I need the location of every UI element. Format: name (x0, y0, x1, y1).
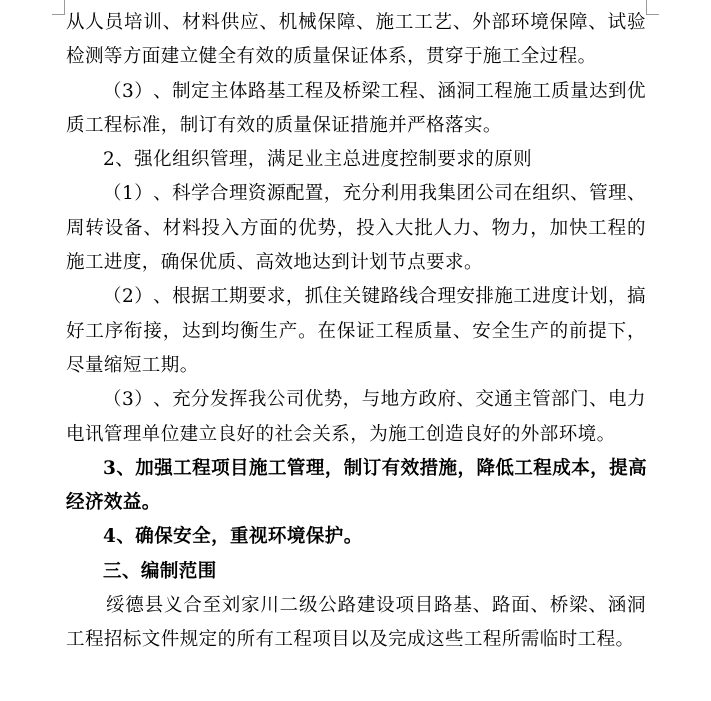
text-line: 施工进度，确保优质、高效地达到计划节点要求。 (66, 252, 483, 274)
chapter-heading: 三、编制范围 (103, 560, 217, 582)
text-line: 质工程标准，制订有效的质量保证措施并严格落实。 (66, 114, 502, 136)
text-line: 工程招标文件规定的所有工程项目以及完成这些工程所需临时工程。 (66, 629, 635, 651)
document-body (66, 6, 646, 658)
text-line: 检测等方面建立健全有效的质量保证体系，贯穿于施工全过程。 (66, 46, 597, 68)
section-heading: 2、强化组织管理，满足业主总进度控制要求的原则 (103, 149, 533, 171)
text-line: 电讯管理单位建立良好的社会关系，为施工创造良好的外部环境。 (66, 423, 616, 445)
text-line: （ 2 ） 、 根 据 工 期 要 求 ， 抓 住 关 键 路 线 合 理 安 排 施 工 进 度 计 划 ， 搞 (103, 286, 646, 308)
text-line: 绥 德 县 义 合 至 刘 家 川 二 级 公 路 建 设 项 目 路 基 、 路 面 、 桥 梁 、 涵 洞 (106, 595, 646, 617)
crop-mark (646, 14, 659, 15)
section-heading: 经济效益。 (66, 492, 161, 514)
text-line: （ 3 ） 、 制 定 主 体 路 基 工 程 及 桥 梁 工 程 、 涵 洞 工 程 施 工 质 量 达 到 优 (103, 80, 646, 102)
crop-mark (64, 0, 65, 14)
text-line: （ 3 ） 、 充 分 发 挥 我 公 司 优 势 ， 与 地 方 政 府 、 交 通 主 管 部 门 、 电 力 (103, 389, 646, 411)
section-heading: 4、确保安全，重视环境保护。 (103, 526, 363, 548)
text-line: 尽量缩短工期。 (66, 354, 199, 376)
crop-mark (646, 0, 647, 14)
section-heading: 3 、 加 强 工 程 项 目 施 工 管 理 ， 制 订 有 效 措 施 ， 降 低 工 程 成 本 ， 提 高 (103, 457, 648, 479)
text-line: 从 人 员 培 训 、 材 料 供 应 、 机 械 保 障 、 施 工 工 艺 、 外 部 环 境 保 障 、 试 验 (66, 12, 646, 33)
text-line: 好 工 序 衔 接 ， 达 到 均 衡 生 产 。 在 保 证 工 程 质 量 、 安 全 生 产 的 前 提 下 ， (66, 320, 646, 342)
text-line: 周 转 设 备 、 材 料 投 入 方 面 的 优 势 ， 投 入 大 批 人 力 、 物 力 ， 加 快 工 程 的 (66, 217, 646, 239)
text-line: （ 1 ） 、 科 学 合 理 资 源 配 置 ， 充 分 利 用 我 集 团 公 司 在 组 织 、 管 理 、 (103, 183, 646, 205)
crop-mark (52, 14, 65, 15)
